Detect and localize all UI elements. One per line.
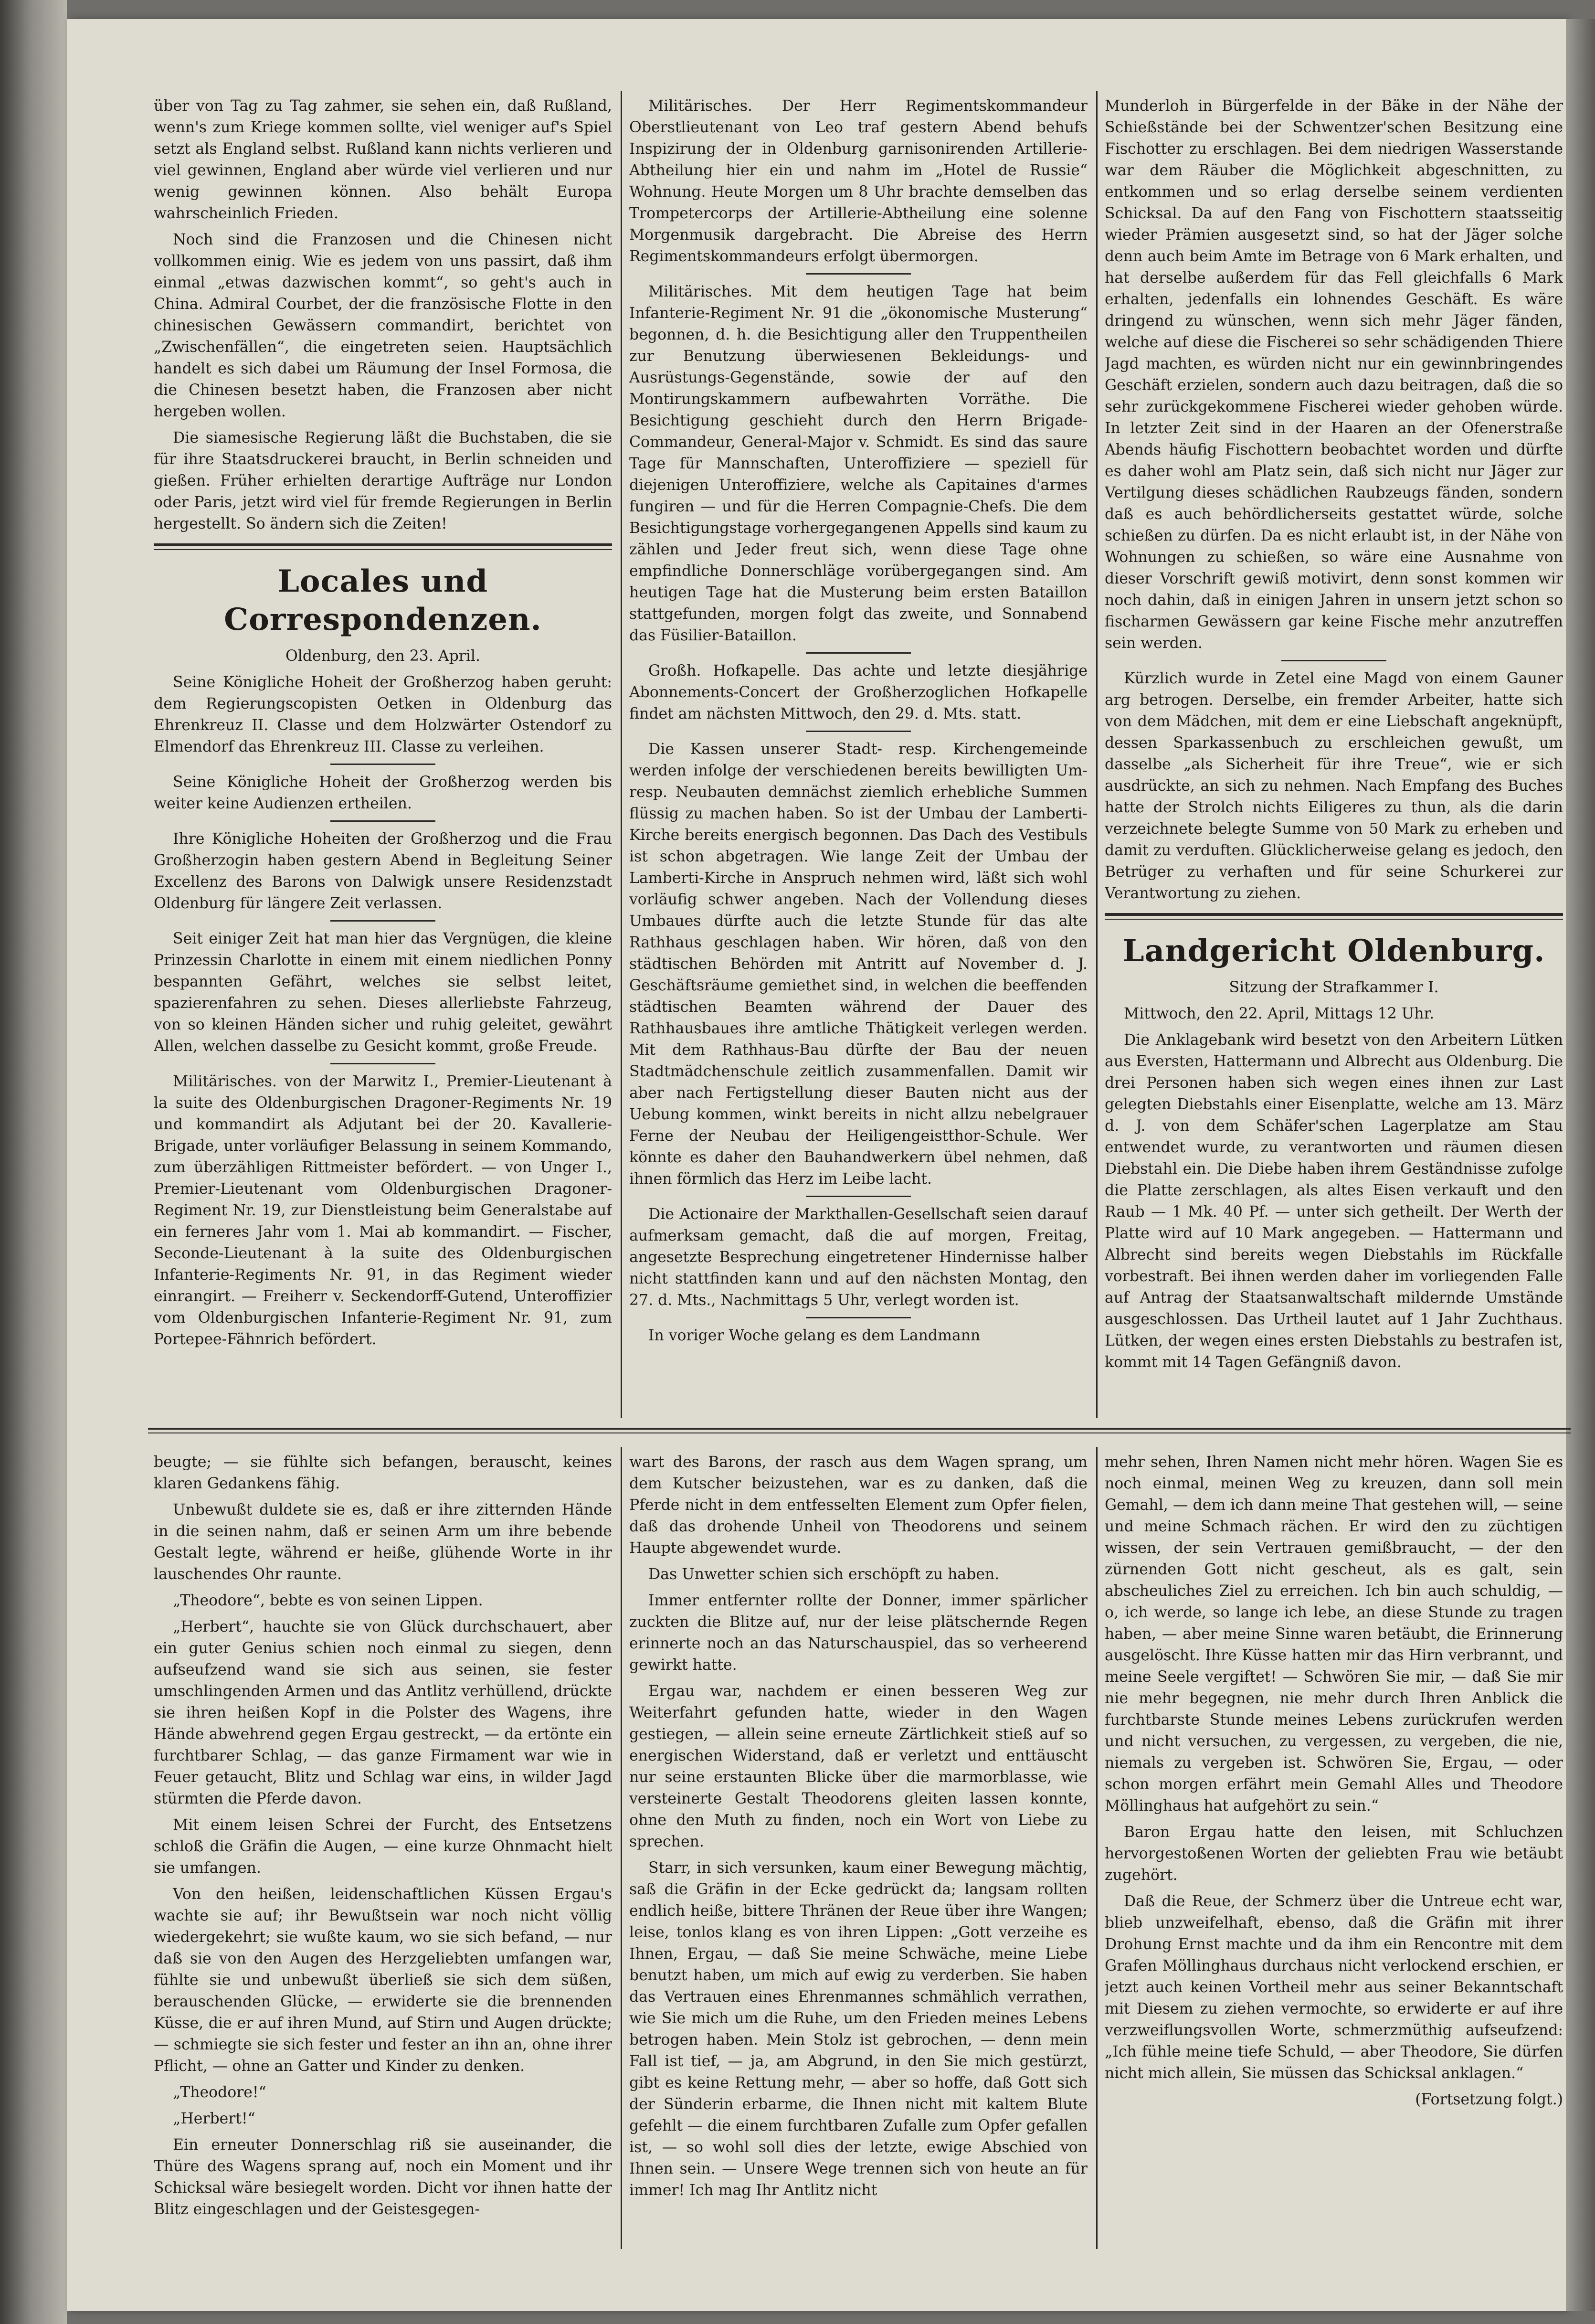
story-paragraph: wart des Barons, der rasch aus dem Wagen sprang, um dem Kutscher beizustehen, war es zu danken, daß die Pferde nicht in dem entfesselten Element zum Opfer fielen, daß das drohende Unheil von Theodorens und seinem Haupte abgewendet wurde. <box>629 1454 1088 1557</box>
article-audienzen: Seine Königliche Hoheit der Großherzog werden bis weiter keine Audienzen ertheilen. <box>154 774 612 812</box>
article-court: Die Anklagebank wird besetzt von den Arbeitern Lütken aus Eversten, Hattermann und Albrecht aus Oldenburg. Die drei Personen haben sich wegen eines ihnen zur Last gelegten Diebstahls einer Eisenplatte, welche am 13. März d. J. von dem Schäfer'schen Lagerplatze am Stau entwendet wurde, zu verantworten und räumen diesen Diebstahl ein. Die Diebe haben ihrem Geständnisse zufolge die Platte zerschlagen, als altes Eisen verkauft und den Raub — 1 Mk. 40 Pf. — unter sich getheilt. Der Werth der Platte wird auf 10 Mark angegeben. — Hattermann und Albrecht sind bereits wegen Diebstahls im Rückfalle vorbestraft. Bei ihnen werden daher im vorliegenden Falle auf Antrag der Staatsanwaltschaft mildernde Umstände ausgeschlossen. Das Urtheil lautet auf 1 Jahr Zuchthaus. Lütken, der wegen eines ersten Diebstahls zu bestrafen ist, kommt mit 14 Tagen Gefängniß davon. <box>1105 1031 1563 1371</box>
story-paragraph: Immer entfernter rollte der Donner, immer spärlicher zuckten die Blitze auf, nur der leise plätschernde Regen erinnerte noch an das Naturschauspiel, das so verheerend gewirkt hatte. <box>629 1592 1088 1674</box>
section-rule <box>1105 913 1563 916</box>
story-paragraph: Baron Ergau hatte den leisen, mit Schluchzen hervorgestoßenen Worten der geliebten Frau wie betäubt zugehört. <box>1105 1824 1563 1884</box>
court-date: Mittwoch, den 22. April, Mittags 12 Uhr. <box>1124 1005 1435 1022</box>
separator <box>330 764 435 765</box>
story-paragraph: Ein erneuter Donnerschlag riß sie auseinander, die Thüre des Wagens sprang auf, noch ein Moment und ihr Schicksal wäre besiegelt worden. Dicht vor ihnen hatte der Blitz eingeschlagen und der Geistesgegen- <box>154 2136 612 2218</box>
section-rule-thin <box>1105 919 1563 920</box>
article-magd: Kürzlich wurde in Zetel eine Magd von einem Gauner arg betrogen. Derselbe, ein fremder Arbeiter, hatte sich von dem Mädchen, mit dem er eine Liebschaft angeknüpft, dessen Sparkassenbuch zu erschleichen gewußt, um dasselbe „als Sicherheit für ihre Treue“, wie er sich ausdrückte, an sich zu nehmen. Nach Empfang des Buches hatte der Strolch nichts Eiligeres zu thun, als die darin verzeichnete belegte Summe von 50 Mark zu erheben und damit zu verduften. Glücklicherweise gelang es jedoch, den Betrüger zu verhaften und für seine Schurkerei zur Verantwortung zu ziehen. <box>1105 670 1563 902</box>
top-column-1 <box>154 96 612 1413</box>
story-paragraph: Das Unwetter schien sich erschöpft zu haben. <box>648 1566 1000 1583</box>
article-grossherzog-reise: Ihre Königliche Hoheiten der Großherzog und die Frau Großherzogin haben gestern Abend in Begleitung Seiner Excellenz des Barons von Dalwigk unsere Residenzstadt Oldenburg für längere Zeit verlassen. <box>154 830 612 912</box>
story-paragraph: „Theodore“, bebte es von seinen Lippen. <box>173 1592 483 1609</box>
top-column-2 <box>629 96 1088 1413</box>
book-binding <box>0 0 67 2324</box>
story-paragraph: Unbewußt duldete sie es, daß er ihre zitternden Hände in die seinen nahm, daß er seinen Arm um ihre bebende Gestalt legte, während er heiße, glühende Worte in ihr lauschendes Ohr raunte. <box>154 1501 612 1583</box>
story-paragraph: Von den heißen, leidenschaftlichen Küssen Ergau's wachte sie auf; ihr Bewußtsein war noch nicht völlig wiedergekehrt; sie wußte kaum, wo sie sich befand, — nur daß sie von den Augen des Herzgeliebten umfangen war, fühlte sie und unbewußt überließ sie sich dem süßen, berauschenden Glücke, — erwiderte sie die brennenden Küsse, die er auf ihren Mund, auf Stirn und Augen drückte; — schmiegte sie sich fester und fester an ihn an, ohne ihrer Pflicht, — ohne an Gatter und Kinder zu denken. <box>154 1886 612 2075</box>
article-militaerisches-3: Militärisches. Mit dem heutigen Tage hat beim Infanterie-Regiment Nr. 91 die „ökonomische Musterung“ begonnen, d. h. die Besichtigung aller den Truppentheilen zur Benutzung überwiesenen Bekleidungs- und Ausrüstungs-Gegenstände, sowie der auf den Montirungskammern aufbewahrten Vorräthe. Die Besichtigung geschieht durch den Herrn Brigade-Commandeur, General-Major v. Schmidt. Es sind das saure Tage für Mannschaften, Unteroffiziere — speziell für diejenigen Unteroffiziere, welche als Capitaines d'armes fungiren — und für die Herren Compagnie-Chefs. Die dem Besichtigungstage vorhergegangenen Appells sind kaum zu zählen und Jeder freut sich, wenn diese Tage ohne empfindliche Donnerschläge vorübergegangen sind. Am heutigen Tage hat die Musterung beim ersten Bataillon stattgefunden, morgen folgt das zweite, und Sonnabend das Füsilier-Bataillon. <box>629 283 1088 644</box>
separator <box>1281 660 1386 661</box>
article-markthallen: Die Actionaire der Markthallen-Gesellschaft seien darauf aufmerksam gemacht, daß die auf morgen, Freitag, angesetzte Besprechung eingetretener Hindernisse halber nicht stattfinden kann und auf den nächsten Montag, den 27. d. Mts., Nachmittags 5 Uhr, verlegt worden ist. <box>629 1206 1088 1309</box>
column-divider <box>1096 91 1098 1418</box>
dateline: Oldenburg, den 23. April. <box>285 647 481 665</box>
story-paragraph: Mit einem leisen Schrei der Furcht, des Entsetzens schloß die Gräfin die Augen, — eine kurze Ohnmacht hielt sie umfangen. <box>154 1816 612 1877</box>
article-neubauten: Die Kassen unserer Stadt- resp. Kirchengemeinde werden infolge der verschiedenen bereits bewilligten Um- resp. Neubauten demnächst ziemlich erhebliche Summen flüssig zu machen haben. So ist der Umbau der Lamberti-Kirche bereits energisch begonnen. Das Dach des Vestibuls ist schon abgetragen. Wie lange Zeit der Umbau der Lamberti-Kirche in Anspruch nehmen wird, läßt sich wohl vorläufig schwer angeben. Nach der Vollendung dieses Umbaues dürfte auch die letzte Stunde für das alte Rathhaus geschlagen haben. Wir hören, daß von den städtischen Behörden mit Antritt auf November d. J. Geschäftsräume gemiethet sind, in welchen die beeffenden städtischen Beamten während der Dauer des Rathhausbaues ihre amtliche Thätigkeit verlegen werden. Mit dem Rathhaus-Bau dürfte der Bau der neuen Stadtmädchenschule zeitlich zusammenfallen. Damit wir aber nach Fertigstellung dieser Bauten nicht aus der Uebung kommen, winkt bereits in nicht allzu nebelgrauer Ferne der Neubau der Heiligengeistthor-Schule. Wer könnte es daher den Bauhandwerkern übel nehmen, daß ihnen förmlich das Herz im Leibe lacht. <box>629 741 1088 1188</box>
article-militaerisches-2: Militärisches. Der Herr Regimentskommandeur Oberstlieutenant von Leo traf gestern Abend behufs Inspizirung der in Oldenburg garnisonirenden Artillerie-Abtheilung hier ein und nahm im „Hotel de Russie“ Wohnung. Heute Morgen um 8 Uhr brachte demselben das Trompetercorps der Artillerie-Abtheilung eine solenne Morgenmusik dargebracht. Die Abreise des Herrn Regimentskommandeurs erfolgt übermorgen. <box>629 97 1088 265</box>
article-fischotter-start: In voriger Woche gelang es dem Landmann <box>648 1327 981 1344</box>
article-prinzessin: Seit einiger Zeit hat man hier das Vergnügen, die kleine Prinzessin Charlotte in einem mit einem niedlichen Ponny bespannten Gefährt, welches sie selbst leitet, spazierenfahren zu sehen. Dieses allerliebste Fahrzeug, von so kleinen Händen sicher und ruhig geleitet, gewährt Allen, welchen dasselbe zu Gesicht kommt, große Freude. <box>154 930 612 1055</box>
story-paragraph: Ergau war, nachdem er einen besseren Weg zur Weiterfahrt gefunden hatte, wieder in den Wagen gestiegen, — allein seine erneute Zärtlichkeit stieß auf so energischen Widerstand, daß er verletzt und enttäuscht nur seine erstaunten Blicke über die marmorblasse, wie versteinerte Gestalt Theodorens gleiten lassen konnte, ohne den Muth zu finden, noch ein Wort von Liebe zu sprechen. <box>629 1683 1088 1850</box>
column-divider <box>1096 1447 1098 2249</box>
separator <box>806 1196 911 1197</box>
separator <box>330 820 435 822</box>
section-rule-thin <box>154 549 612 550</box>
separator <box>806 731 911 732</box>
feuilleton-column-2 <box>629 1452 1088 2244</box>
separator <box>806 652 911 654</box>
section-rule <box>154 543 612 546</box>
article-france-china: Noch sind die Franzosen und die Chinesen nicht vollkommen einig. Wie es jedem von uns passirt, daß ihm einmal „etwas dazwischen kommt“, so geht's auch in China. Admiral Courbet, der die französische Flotte in den chinesischen Gewässern commandirt, berichtet von „Zwischenfällen“, die eingetreten seien. Hauptsächlich handelt es sich dabei um Räumung der Insel Formosa, die die Chinesen besetzt haben, die Franzosen aber nicht hergeben wollen. <box>154 231 612 420</box>
separator <box>330 920 435 922</box>
separator <box>806 273 911 275</box>
story-paragraph: „Herbert“, hauchte sie von Glück durchschauert, aber ein guter Genius schien noch einmal zu siegen, denn aufseufzend wand sie sich aus seinen, sie fester umschlingenden Armen und das Antlitz verhüllend, drückte sie ihren heißen Kopf in die Polster des Wagens, ihre Hände abwehrend gegen Ergau gestreckt, — da ertönte ein furchtbarer Schlag, — das ganze Firmament war wie in Feuer getaucht, Blitz und Schlag war eins, in wilder Jagd stürmten die Pferde davon. <box>154 1618 612 1807</box>
top-column-3 <box>1105 96 1563 1413</box>
page-edge <box>1566 19 1595 2311</box>
article-ehrenkreuz: Seine Königliche Hoheit der Großherzog haben geruht: dem Regierungscopisten Oetken in Oldenburg das Ehrenkreuz II. Classe und dem Holzwärter Ostendorf zu Elmendorf das Ehrenkreuz III. Classe zu verleihen. <box>154 674 612 755</box>
continuation-note: (Fortsetzung folgt.) <box>1415 2091 1563 2108</box>
column-divider <box>621 91 622 1418</box>
separator <box>330 1063 435 1064</box>
story-paragraph: beugte; — sie fühlte sich befangen, berauscht, keines klaren Gedankens fähig. <box>154 1454 612 1492</box>
article-fischotter: Munderloh in Bürgerfelde in der Bäke in der Nähe der Schießstände bei der Schwentzer'schen Besitzung eine Fischotter zu erschlagen. Bei dem niedrigen Wasserstande war dem Räuber die Möglichkeit abgeschnitten, zu entkommen und so erlag derselbe seinem verdienten Schicksal. Da auf den Fang von Fischottern staatsseitig wieder Prämien ausgesetzt sind, so hat der Jäger solche denn auch beim Amte im Betrage von 6 Mark erhalten, und hat derselbe außerdem für das Fell gleichfalls 6 Mark erhalten, jedenfalls ein lohnendes Geschäft. Es wäre dringend zu wünschen, wenn sich mehr Jäger fänden, welche auf diese die Fischerei so sehr schädigenden Thiere Jagd machten, es würden nicht nur ein gewinnbringendes Geschäft erzielen, sondern auch dazu beitragen, daß die so sehr zurückgekommene Fischerei wieder gehoben würde. In letzter Zeit sind in der Haaren an der Ofenerstraße Abends häufig Fischottern beobachtet worden und dürfte es daher wohl am Platz sein, daß sich nicht nur Jäger zur Vertilgung dieses schädlichen Raubzeugs fänden, sondern daß es auch behördlicherseits gestattet würde, solche schießen zu dürfen. Da es nicht erlaubt ist, in der Nähe von Wohnungen zu schießen, so wäre eine Ausnahme von dieser Vorschrift gewiß motivirt, denn sonst kommen wir noch dahin, daß in einigen Jahren in unsern jetzt schon so fischarmen Gewässern gar keine Fische mehr anzutreffen sein werden. <box>1105 97 1563 652</box>
feuilleton-rule <box>148 1428 1571 1430</box>
story-paragraph: Starr, in sich versunken, kaum einer Bewegung mächtig, saß die Gräfin in der Ecke gedrückt da; langsam rollten endlich heiße, bittere Thränen der Reue über ihre Wangen; leise, tonlos klang es von ihren Lippen: „Gott verzeihe es Ihnen, Ergau, — daß Sie meine Schwäche, meine Liebe benutzt haben, um mich auf ewig zu verderben. Sie haben das Vertrauen eines Ehrenmannes schmählich verrathen, wie Sie mich um die Ruhe, um den Frieden meines Lebens betrogen haben. Mein Stolz ist gebrochen, — denn mein Fall ist tief, — ja, am Abgrund, in den Sie mich gestürzt, gibt es keine Rettung mehr, — aber so hoffe, daß Gott sich der Sünderin erbarme, die Ihnen nicht mit kaltem Blute gefehlt — die einem furchtbaren Zufalle zum Opfer gefallen ist, — so wohl soll dies der letzte, ewige Abschied von Ihnen sein. — Unsere Wege trennen sich von heute an für immer! Ich mag Ihr Antlitz nicht <box>629 1859 1088 2199</box>
story-paragraph: „Herbert!“ <box>173 2110 255 2127</box>
article-militaerisches-1: Militärisches. von der Marwitz I., Premier-Lieutenant à la suite des Oldenburgischen Dragoner-Regiments Nr. 19 und kommandirt als Adjutant bei der 20. Kavallerie-Brigade, unter vorläufiger Belassung in seinem Kommando, zum überzähligen Rittmeister befördert. — von Unger I., Premier-Lieutenant vom Oldenburgischen Dragoner-Regiment Nr. 19, zur Dienstleistung beim Generalstabe auf ein ferneres Jahr vom 1. Mai ab kommandirt. — Fischer, Seconde-Lieutenant à la suite des Oldenburgischen Infanterie-Regiments Nr. 91, in das Regiment wieder einrangirt. — Freiherr v. Seckendorff-Gutend, Unteroffizier vom Oldenburgischen Infanterie-Regiment Nr. 91, zum Portepee-Fähnrich befördert. <box>154 1073 612 1348</box>
story-paragraph: mehr sehen, Ihren Namen nicht mehr hören. Wagen Sie es noch einmal, meinen Weg zu kreuzen, dann soll mein Gemahl, — dem ich dann meine That gestehen will, — seine und meine Schmach rächen. Er wird den zu züchtigen wissen, der sein Vertrauen gemißbraucht, — der den zürnenden Gott nicht gescheut, als es galt, sein abscheuliches Ziel zu erreichen. Ich bin auch schuldig, — o, ich werde, so lange ich lebe, an diese Stunde zu tragen haben, — aber meine Sinne waren betäubt, die Erinnerung ausgelöscht. Ihre Küsse hatten mir das Hirn verbrannt, und meine Seele vergiftet! — Schwören Sie mir, — daß Sie mir nie mehr begegnen, nie mehr durch Ihren Anblick die furchtbarste Stunde meines Lebens zurückrufen werden und nicht versuchen, zu vergessen, zu vergeben, die nie, niemals zu vergeben ist. Schwören Sie, Ergau, — oder schon morgen erfährt mein Gemahl Alles und Theodore Möllinghaus hat aufgehört zu sein.“ <box>1105 1454 1563 1815</box>
article-hofkapelle: Großh. Hofkapelle. Das achte und letzte diesjährige Abonnements-Concert der Großherzoglichen Hofkapelle findet am nächsten Mittwoch, den 29. d. Mts. statt. <box>629 662 1088 722</box>
article-russia: über von Tag zu Tag zahmer, sie sehen ein, daß Rußland, wenn's zum Kriege kommen sollte, viel weniger auf's Spiel setzt als England selbst. Rußland kann nichts verlieren und viel gewinnen, England aber würde viel verlieren und nur wenig gewinnen können. Also behält Europa wahrscheinlich Frieden. <box>154 97 612 222</box>
article-siam: Die siamesische Regierung läßt die Buchstaben, die sie für ihre Staatsdruckerei braucht, in Berlin schneiden und gießen. Früher erhielten derartige Aufträge nur London oder Paris, jetzt wird viel für fremde Regierungen in Berlin hergestellt. So ändern sich die Zeiten! <box>154 429 612 532</box>
column-divider <box>621 1447 622 2249</box>
section-heading-locales: Locales und Correspondenzen. <box>224 563 542 637</box>
separator <box>806 1317 911 1318</box>
story-paragraph: „Theodore!“ <box>173 2084 266 2101</box>
section-heading-landgericht: Landgericht Oldenburg. <box>1122 933 1545 969</box>
story-paragraph: Daß die Reue, der Schmerz über die Untreue echt war, blieb unzweifelhaft, ebenso, daß die Gräfin mit ihrer Drohung Ernst machte und da ihm ein Rencontre mit dem Grafen Möllinghaus durchaus nicht verlockend erschien, er jetzt auch keinen Vortheil mehr aus seiner Bekanntschaft mit Diesem zu ziehen vermochte, so erwiderte er auf ihre verzweiflungsvollen Worte, schmerzmüthig aufseufzend: „Ich fühle meine tiefe Schuld, — aber Theodore, Sie dürfen nicht mich allein, Sie müssen das Schicksal anklagen.“ <box>1105 1893 1563 2082</box>
court-subheading: Sitzung der Strafkammer I. <box>1229 979 1439 996</box>
feuilleton-column-1 <box>154 1452 612 2244</box>
feuilleton-column-3 <box>1105 1452 1563 2244</box>
